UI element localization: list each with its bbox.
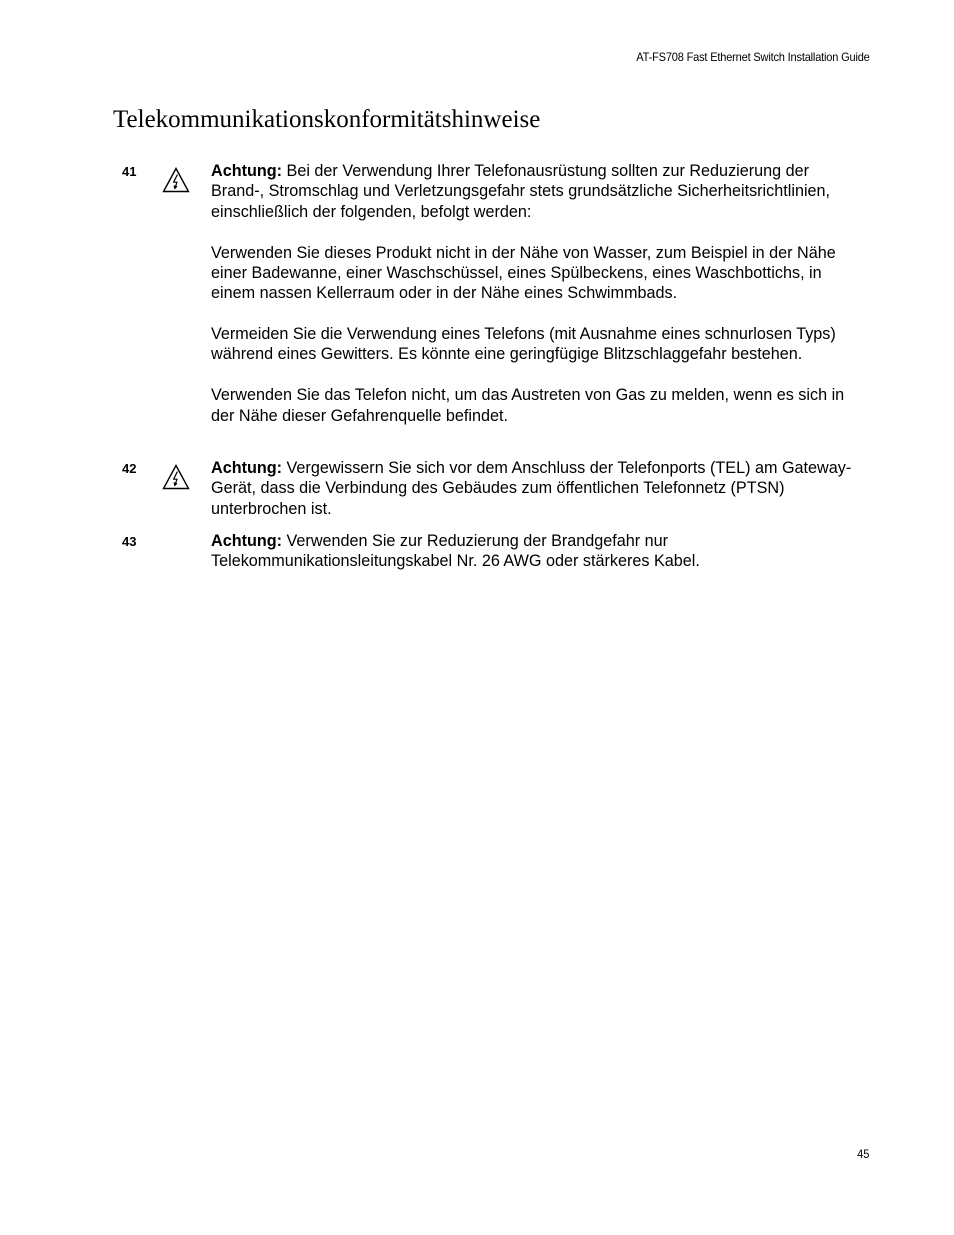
notice-number: 41 [122,164,137,179]
notice-text: Vergewissern Sie sich vor dem Anschluss der Telefonports (TEL) am Gateway-Gerät, dass die Verbindung des Gebäudes zum öffentlichen Telefonnetz (PTSN) unterbrochen ist. [211,459,852,518]
caution-label: Achtung: [211,532,283,550]
notice-paragraph: Verwenden Sie dieses Produkt nicht in der Nähe von Wasser, zum Beispiel in der Nähe einer Badewanne, einer Waschschüssel, eines Spülbeckens, eines Waschbottichs, in einem nassen Kellerraum oder in der Nähe eines Schwimmbads. [211,243,836,303]
notice-body [211,458,861,519]
notice-intro [211,458,861,519]
notice-body [211,531,861,572]
caution-label: Achtung: [211,162,283,180]
notice-intro [211,531,861,572]
notice-number: 42 [122,461,137,476]
notice-number: 43 [122,534,137,549]
page-number: 45 [856,1147,869,1161]
notice-body [211,161,861,426]
notice-text: Bei der Verwendung Ihrer Telefonausrüstung sollten zur Reduzierung der Brand-, Stromschlag und Verletzungsgefahr stets grundsätzliche Sicherheitsrichtlinien, einschließlich der folgenden, befolgt werden: [211,162,831,221]
notice-paragraph: Vermeiden Sie die Verwendung eines Telefons (mit Ausnahme eines schnurlosen Typs) während eines Gewitters. Es könnte eine geringfügige Blitzschlaggefahr bestehen. [211,325,836,364]
notice-intro [211,161,861,222]
section-title: Telekommunikationskonformitätshinweise [113,106,541,133]
electrical-hazard-warning-icon [162,167,190,193]
notice-paragraph: Verwenden Sie das Telefon nicht, um das Austreten von Gas zu melden, wenn es sich in der Nähe dieser Gefahrenquelle befindet. [211,386,845,425]
notice-text: Verwenden Sie zur Reduzierung der Brandgefahr nur Telekommunikationsleitungskabel Nr. 26 AWG oder stärkeres Kabel. [211,532,700,571]
electrical-hazard-warning-icon [162,464,190,490]
caution-label: Achtung: [211,459,283,477]
running-header: AT-FS708 Fast Ethernet Switch Installation Guide [636,50,870,64]
